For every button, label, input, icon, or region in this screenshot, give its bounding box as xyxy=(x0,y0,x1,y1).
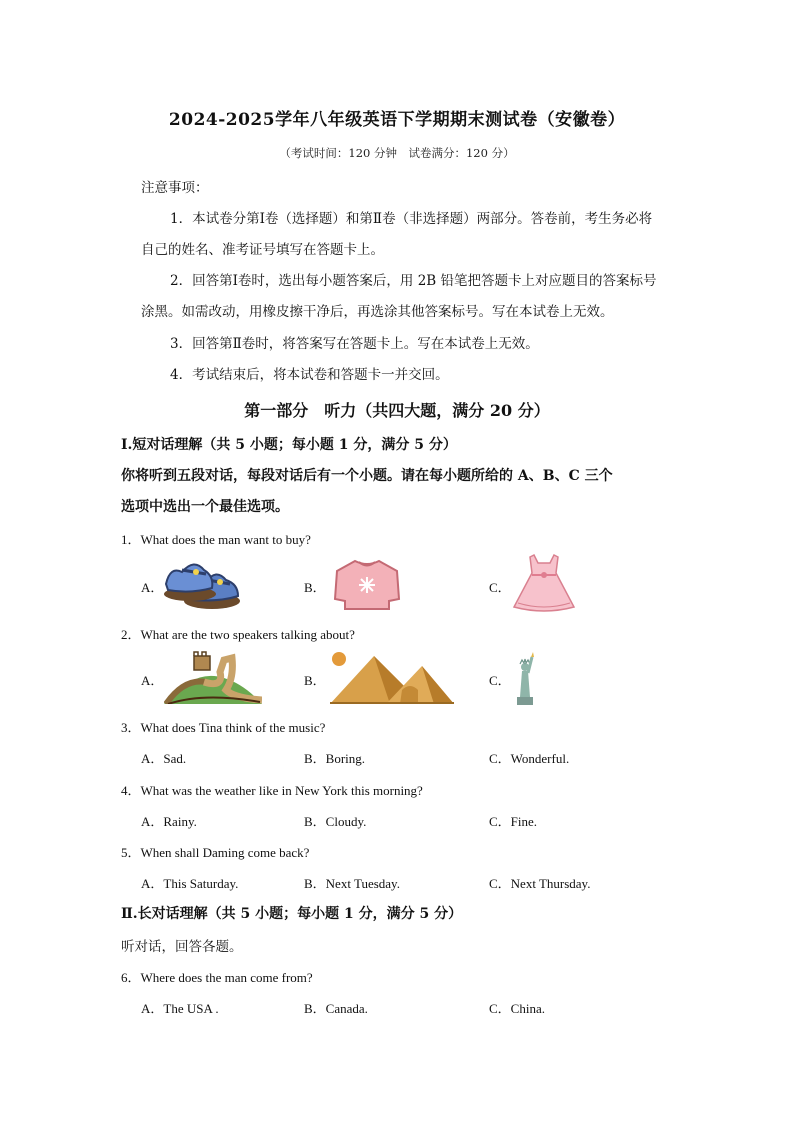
option-label: B．Cloudy. xyxy=(304,814,367,829)
question-text: 5．When shall Daming come back? xyxy=(121,845,310,860)
question-text: 1．What does the man want to buy? xyxy=(121,532,311,547)
option-label: C． xyxy=(489,673,511,688)
option-label: C． xyxy=(489,580,511,595)
note-line: 4．考试结束后，将本试卷和答题卡一并交回。 xyxy=(170,367,449,383)
section-instruction: 你将听到五段对话，每段对话后有一个小题。请在每小题所给的 A、B、C 三个 xyxy=(121,468,613,484)
option-label: C．Fine. xyxy=(489,814,538,829)
option-label: C．Next Thursday. xyxy=(489,876,591,891)
question-text: 3．What does Tina think of the music? xyxy=(121,720,326,735)
dress-picture xyxy=(512,553,576,613)
option-label: B．Boring. xyxy=(304,751,366,766)
question-text: 2．What are the two speakers talking about? xyxy=(121,627,355,642)
note-line: 1．本试卷分第Ⅰ卷（选择题）和第Ⅱ卷（非选择题）两部分。答卷前，考生务必将 xyxy=(170,211,653,227)
note-line: 3．回答第Ⅱ卷时，将答案写在答题卡上。写在本试卷上无效。 xyxy=(170,336,539,352)
sweater-picture xyxy=(333,559,401,611)
option-label: A．This Saturday. xyxy=(141,876,239,891)
option-label: A．The USA . xyxy=(141,1001,219,1016)
option-label: A． xyxy=(141,580,164,595)
note-line: 2．回答第Ⅰ卷时，选出每小题答案后，用 2B 铅笔把答题卡上对应题目的答案标号 xyxy=(170,273,657,289)
option-label: B．Next Tuesday. xyxy=(304,876,400,891)
notes-heading: 注意事项： xyxy=(141,180,209,196)
shoes-picture xyxy=(160,554,242,612)
question-text: 6．Where does the man come from? xyxy=(121,970,313,985)
pyramids-picture xyxy=(330,650,454,704)
exam-subtitle: （考试时间：120 分钟 试卷满分：120 分） xyxy=(279,146,515,160)
part-title: 第一部分 听力（共四大题，满分 20 分） xyxy=(244,401,550,420)
note-line: 自己的姓名、准考证号填写在答题卡上。 xyxy=(141,242,384,258)
option-label: C．Wonderful. xyxy=(489,751,570,766)
option-label: B． xyxy=(304,673,326,688)
option-label: A． xyxy=(141,673,164,688)
question-text: 4．What was the weather like in New York this morning? xyxy=(121,783,423,798)
section-heading: Ⅰ.短对话理解（共 5 小题；每小题 1 分，满分 5 分） xyxy=(121,437,457,453)
great-wall-picture xyxy=(164,648,262,704)
note-line: 涂黑。如需改动，用橡皮擦干净后，再选涂其他答案标号。写在本试卷上无效。 xyxy=(141,304,614,320)
option-label: A．Sad. xyxy=(141,751,187,766)
section-instruction: 选项中选出一个最佳选项。 xyxy=(121,499,289,515)
exam-title: 2024-2025学年八年级英语下学期期末测试卷（安徽卷） xyxy=(168,110,626,130)
option-label: C．China. xyxy=(489,1001,545,1016)
option-label: A．Rainy. xyxy=(141,814,197,829)
section-heading: Ⅱ.长对话理解（共 5 小题；每小题 1 分，满分 5 分） xyxy=(121,906,463,922)
option-label: B．Canada. xyxy=(304,1001,368,1016)
option-label: B． xyxy=(304,580,326,595)
section-instruction: 听对话，回答各题。 xyxy=(121,939,243,955)
statue-of-liberty-picture xyxy=(511,651,539,705)
